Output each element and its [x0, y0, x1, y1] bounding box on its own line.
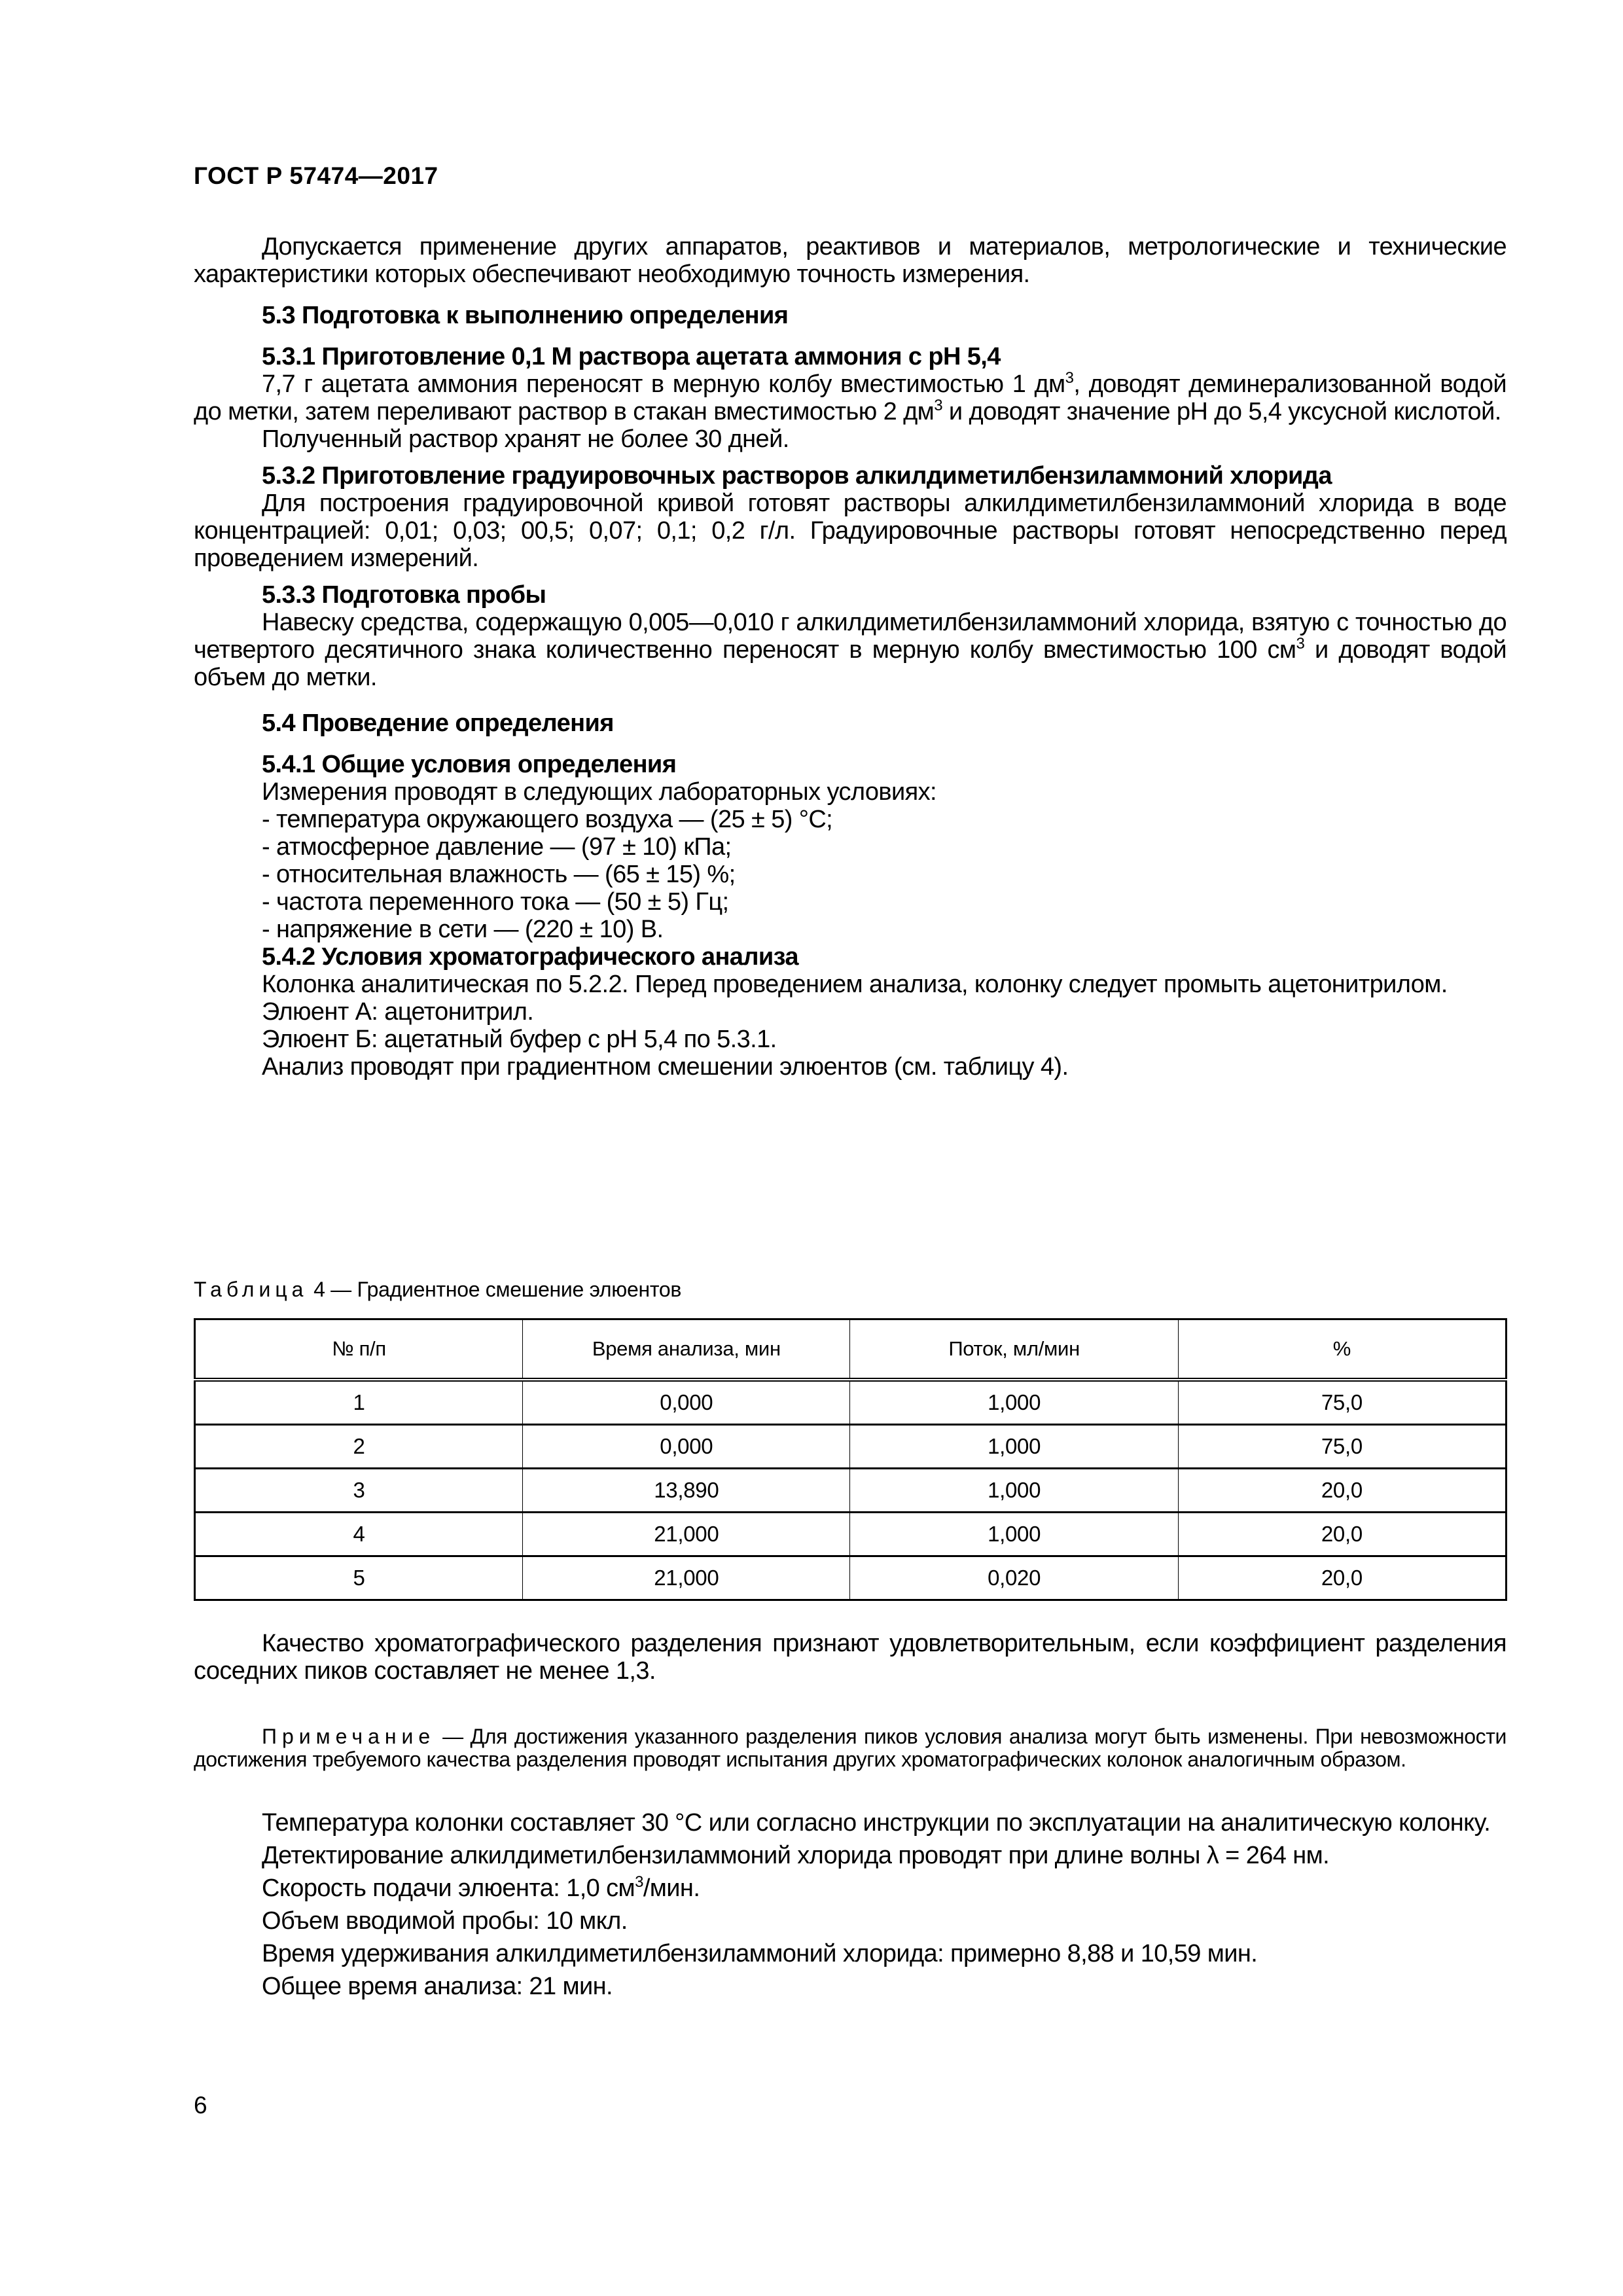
retention-time-line: Время удерживания алкилдиметилбензиламмоний хлорида: примерно 8,88 и 10,59 мин.	[262, 1940, 1258, 1967]
table-header-row	[195, 1319, 1507, 1380]
cell-time: 13,890	[523, 1469, 850, 1513]
table-caption-title: 4 — Градиентное смешение элюентов	[313, 1278, 682, 1301]
column-header-number: № п/п	[195, 1319, 523, 1380]
condition-item: - относительная влажность — (65 ± 15) %;	[262, 861, 736, 888]
eluent-a-line: Элюент А: ацетонитрил.	[262, 998, 534, 1026]
intro-paragraph: Допускается применение других аппаратов, реактивов и материалов, метрологические и технические характеристики которых обеспечивают необходимую точность измерения.	[194, 233, 1507, 288]
column-header-percent: %	[1178, 1319, 1506, 1380]
cell-number: 1	[195, 1380, 523, 1425]
table-row	[195, 1513, 1507, 1556]
section-5-3-3-paragraph: Навеску средства, содержащую 0,005—0,010 г алкилдиметилбензиламмоний хлорида, взятую с точностью до четвертого десятичного знака количественно переносят в мерную колбу вместимостью 100 $см^3$ и доводят водой объем до метки.	[194, 609, 1507, 691]
conditions-tail-block	[194, 1809, 1507, 2000]
cell-time: 0,000	[523, 1425, 850, 1469]
quality-block	[194, 1630, 1507, 1685]
cell-percent: 20,0	[1178, 1469, 1506, 1513]
section-5-4-1-heading: 5.4.1 Общие условия определения	[262, 751, 677, 778]
column-paragraph: Колонка аналитическая по 5.2.2. Перед проведением анализа, колонку следует промыть ацетонитрилом.	[262, 971, 1448, 998]
condition-item: - температура окружающего воздуха — (25 ± 5) °С;	[262, 806, 833, 833]
cell-flow: 0,020	[850, 1556, 1178, 1600]
cell-number: 5	[195, 1556, 523, 1600]
detection-line: Детектирование алкилдиметилбензиламмоний хлорида проводят при длине волны λ = 264 нм.	[262, 1842, 1330, 1869]
note-text: — Для достижения указанного разделения пиков условия анализа могут быть изменены. При невозможности достижения требуемого качества разделения проводят испытания других хроматографических колонок аналогичным образом.	[194, 1725, 1507, 1771]
table-row	[195, 1469, 1507, 1513]
gradient-reference-line: Анализ проводят при градиентном смешении элюентов (см. таблицу 4).	[262, 1053, 1069, 1081]
cell-flow: 1,000	[850, 1513, 1178, 1556]
condition-item: - частота переменного тока — (50 ± 5) Гц;	[262, 888, 729, 916]
section-5-3-1-storage: Полученный раствор хранят не более 30 дней.	[262, 425, 789, 453]
cell-percent: 75,0	[1178, 1380, 1506, 1425]
column-temperature-paragraph: Температура колонки составляет 30 °С или согласно инструкции по эксплуатации на аналитическую колонку.	[262, 1809, 1491, 1837]
column-header-time: Время анализа, мин	[523, 1319, 850, 1380]
cell-percent: 20,0	[1178, 1513, 1506, 1556]
section-5-4-heading: 5.4 Проведение определения	[262, 709, 614, 737]
conditions-intro: Измерения проводят в следующих лабораторных условиях:	[262, 778, 936, 806]
cell-percent: 75,0	[1178, 1425, 1506, 1469]
gradient-table	[194, 1318, 1507, 1601]
section-5-3-1-heading: 5.3.1 Приготовление 0,1 М раствора ацетата аммония с рН 5,4	[262, 343, 1001, 370]
condition-item: - напряжение в сети — (220 ± 10) В.	[262, 916, 664, 943]
section-5-3-3-heading: 5.3.3 Подготовка пробы	[262, 581, 546, 609]
page-number: 6	[194, 2092, 207, 2119]
column-header-flow: Поток, мл/мин	[850, 1319, 1178, 1380]
table-row	[195, 1425, 1507, 1469]
cell-number: 3	[195, 1469, 523, 1513]
note-paragraph	[194, 1725, 1507, 1771]
table-caption-label: Таблица	[194, 1278, 308, 1301]
condition-item: - атмосферное давление — (97 ± 10) кПа;	[262, 833, 732, 861]
table-row	[195, 1556, 1507, 1600]
table-row	[195, 1380, 1507, 1425]
note-label: Примечание	[262, 1725, 436, 1748]
injection-volume-line: Объем вводимой пробы: 10 мкл.	[262, 1907, 628, 1935]
section-5-3-1-paragraph: 7,7 г ацетата аммония переносят в мерную колбу вместимостью 1 $дм^3$, доводят деминерализованной водой до метки, затем переливают раствор в стакан вместимостью 2 $дм^3$ и доводят значение рН до 5,4 уксусной кислотой.	[194, 369, 1507, 425]
cell-time: 0,000	[523, 1380, 850, 1425]
cell-flow: 1,000	[850, 1469, 1178, 1513]
eluent-b-line: Элюент Б: ацетатный буфер с рН 5,4 по 5.3.1.	[262, 1026, 777, 1053]
document-header-code: ГОСТ Р 57474—2017	[194, 162, 438, 189]
main-text-block	[194, 233, 1507, 1081]
section-5-4-2-heading: 5.4.2 Условия хроматографического анализа	[262, 943, 798, 971]
cell-number: 4	[195, 1513, 523, 1556]
cell-time: 21,000	[523, 1556, 850, 1600]
table-caption	[194, 1278, 681, 1302]
cell-percent: 20,0	[1178, 1556, 1506, 1600]
section-5-3-heading: 5.3 Подготовка к выполнению определения	[262, 302, 789, 329]
flow-rate-line: Скорость подачи элюента: 1,0 $см^3$/мин.	[262, 1873, 700, 1902]
cell-time: 21,000	[523, 1513, 850, 1556]
note-block	[194, 1725, 1507, 1771]
cell-number: 2	[195, 1425, 523, 1469]
total-time-line: Общее время анализа: 21 мин.	[262, 1973, 613, 2000]
section-5-3-2-heading: 5.3.2 Приготовление градуировочных растворов алкилдиметилбензиламмоний хлорида	[262, 462, 1332, 490]
cell-flow: 1,000	[850, 1425, 1178, 1469]
cell-flow: 1,000	[850, 1380, 1178, 1425]
section-5-3-2-paragraph: Для построения градуировочной кривой готовят растворы алкилдиметилбензиламмоний хлорида в воде концентрацией: 0,01; 0,03; 00,5; 0,07; 0,1; 0,2 г/л. Градуировочные растворы готовят непосредственно перед проведением измерений.	[194, 490, 1507, 572]
separation-quality-paragraph: Качество хроматографического разделения признают удовлетворительным, если коэффициент разделения соседних пиков составляет не менее 1,3.	[194, 1630, 1507, 1685]
